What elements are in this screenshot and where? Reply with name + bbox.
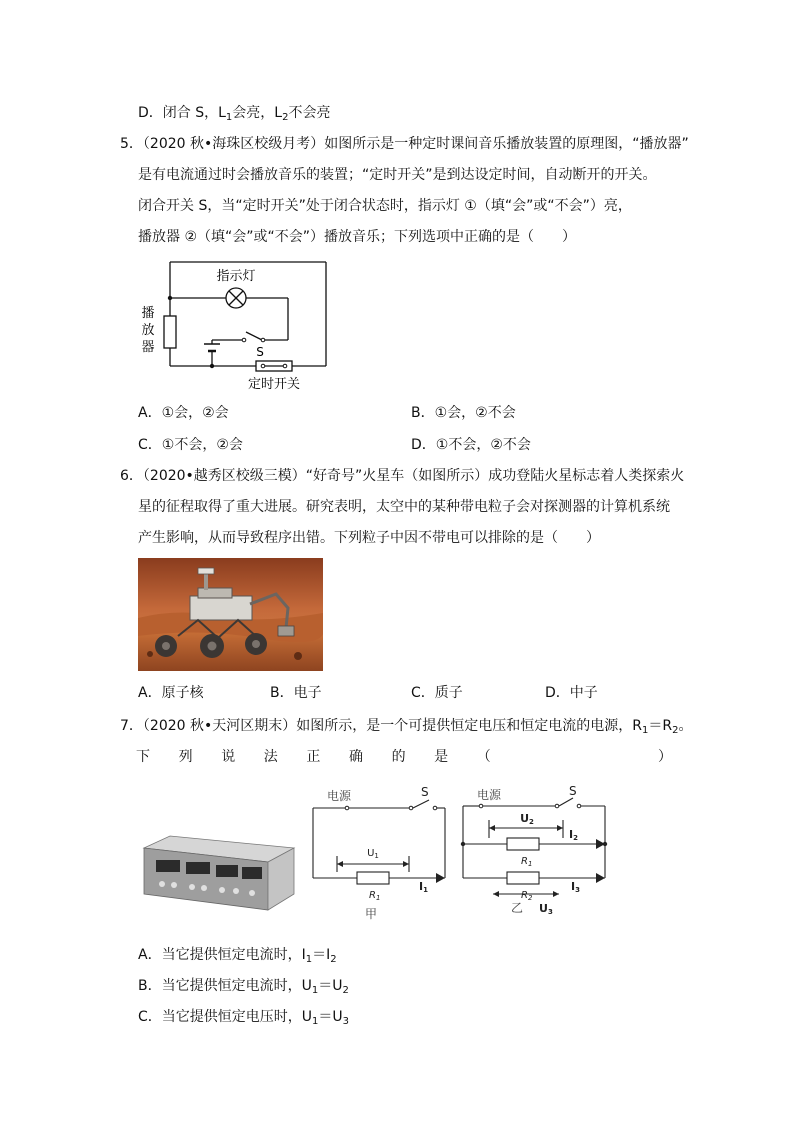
svg-text:电源: 电源 xyxy=(326,789,352,803)
power-supply-photo xyxy=(140,834,296,914)
q6-option-c[interactable]: C．质子 xyxy=(411,685,463,701)
svg-text:I3: I3 xyxy=(571,880,580,894)
svg-text:电源: 电源 xyxy=(476,788,502,802)
svg-text:S: S xyxy=(569,786,577,798)
player-label-2: 放 xyxy=(141,323,155,338)
q7-option-b[interactable]: B．当它提供恒定电流时，$U_1=U_2$ xyxy=(138,978,349,996)
q5-option-b[interactable]: B．①会，②不会 xyxy=(411,405,516,421)
q7-stem-line2: 下 列 说 法 正 确 的 是 （ ） xyxy=(136,749,672,765)
q5-option-c[interactable]: C．①不会，②会 xyxy=(138,437,243,453)
q6-stem-line1: 6．（2020•越秀区校级三模）“好奇号”火星车（如图所示）成功登陆火星标志着人类探索火 xyxy=(120,468,685,484)
q5-option-d[interactable]: D．①不会，②不会 xyxy=(411,437,531,453)
switch-s-label: S xyxy=(256,345,264,359)
q6-option-d[interactable]: D．中子 xyxy=(545,685,598,701)
q7-option-a[interactable]: A．当它提供恒定电流时，$I_1=I_2$ xyxy=(138,947,337,965)
q7-circuit-yi xyxy=(455,786,615,926)
svg-text:R1: $R_1$ xyxy=(369,890,381,902)
svg-text:U1: $U_1$ xyxy=(367,848,379,860)
svg-text:U3: U3 xyxy=(539,902,553,916)
q6-option-a[interactable]: A．原子核 xyxy=(138,685,204,701)
q7-stem-line1: 7．（2020 秋•天河区期末）如图所示，是一个可提供恒定电压和恒定电流的电源，$R_1=R_2$。 xyxy=(120,718,693,736)
q7-option-c[interactable]: C．当它提供恒定电压时，$U_1=U_3$ xyxy=(138,1009,350,1027)
svg-text:R1: $R_1$ xyxy=(521,856,533,868)
mars-rover-photo xyxy=(138,558,323,671)
player-label-3: 器 xyxy=(141,340,155,355)
q4-option-d[interactable]: D．闭合 S，$L_1$会亮，$L_2$不会亮 xyxy=(138,105,331,123)
q5-stem-line1: 5．（2020 秋•海珠区校级月考）如图所示是一种定时课间音乐播放装置的原理图，“播放器” xyxy=(120,136,689,152)
timer-switch-label: 定时开关 xyxy=(247,377,301,392)
q6-stem-line2: 星的征程取得了重大进展。研究表明，太空中的某种带电粒子会对探测器的计算机系统 xyxy=(138,499,670,515)
q6-option-b[interactable]: B．电子 xyxy=(270,685,322,701)
lamp-label: 指示灯 xyxy=(216,269,256,284)
q5-stem-line3: 闭合开关 S，当“定时开关”处于闭合状态时，指示灯 ①（填“会”或“不会”）亮， xyxy=(138,198,632,214)
q6-stem-line3: 产生影响，从而导致程序出错。下列粒子中因不带电可以排除的是（ ） xyxy=(138,530,600,546)
q5-circuit-diagram xyxy=(136,258,336,394)
player-label-1: 播 xyxy=(141,306,155,321)
svg-text:甲: 甲 xyxy=(364,907,378,921)
svg-text:S: S xyxy=(421,786,429,799)
svg-text:乙: 乙 xyxy=(510,901,524,915)
q5-stem-line2: 是有电流通过时会播放音乐的装置；“定时开关”是到达设定时间，自动断开的开关。 xyxy=(138,167,657,183)
svg-text:U2: U2 xyxy=(520,812,534,826)
q7-circuit-jia xyxy=(305,786,455,926)
q5-option-a[interactable]: A．①会，②会 xyxy=(138,405,229,421)
svg-text:R2: $R_2$ xyxy=(521,890,533,902)
svg-text:I2: I2 xyxy=(569,828,578,842)
q5-stem-line4: 播放器 ②（填“会”或“不会”）播放音乐；下列选项中正确的是（ ） xyxy=(138,229,577,245)
svg-text:I1: I1 xyxy=(419,880,428,894)
